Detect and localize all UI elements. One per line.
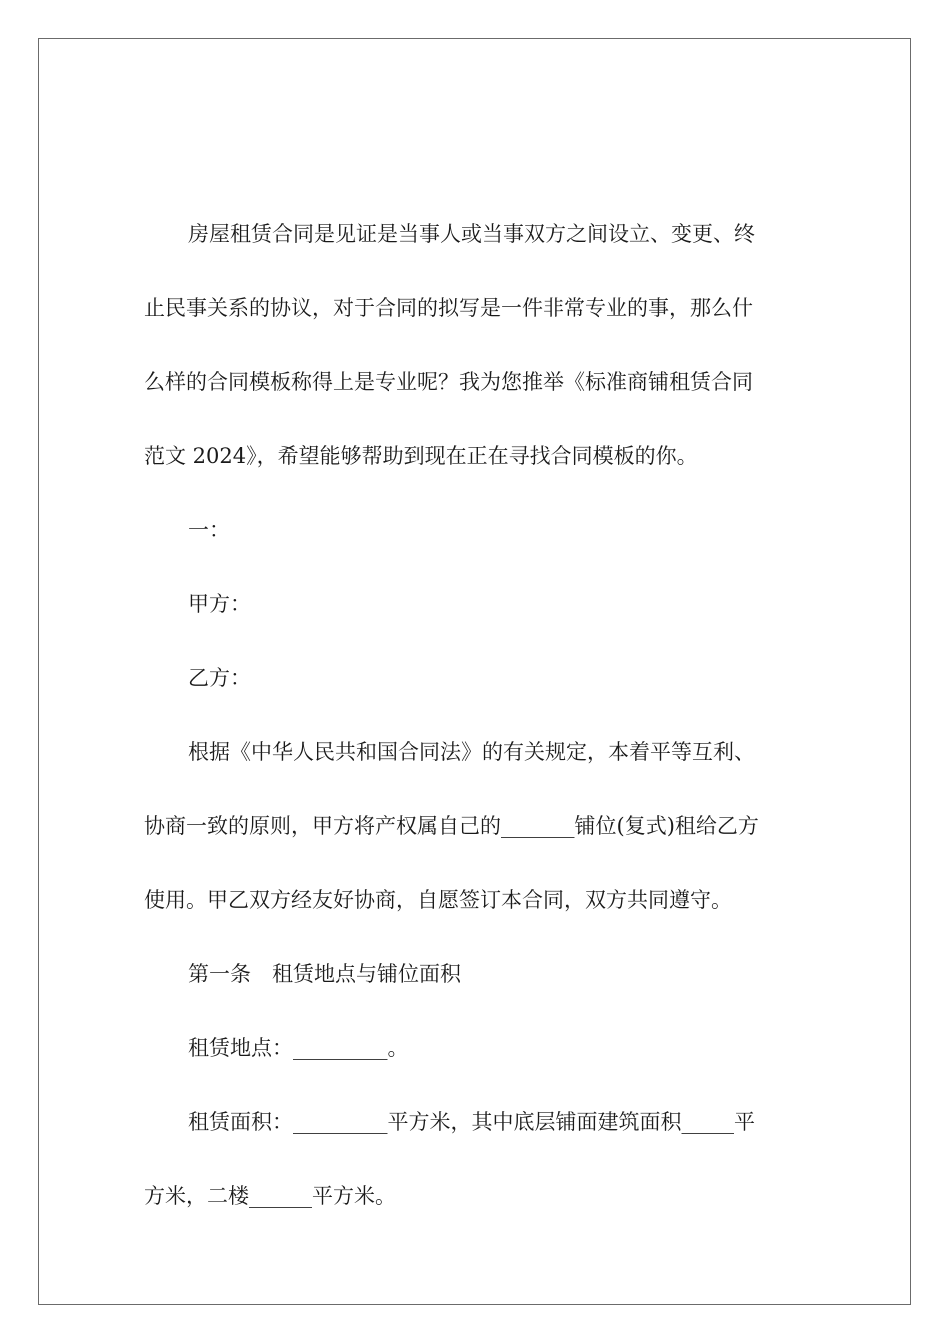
lease-location: 租赁地点：_________。 <box>188 1036 409 1060</box>
lease-area-line-1: 租赁面积：_________平方米，其中底层铺面建筑面积_____平 <box>188 1110 755 1134</box>
section-number: 一： <box>188 518 230 542</box>
basis-line-2: 协商一致的原则，甲方将产权属自己的_______铺位(复式)租给乙方 <box>144 814 759 838</box>
basis-line-3: 使用。甲乙双方经友好协商，自愿签订本合同，双方共同遵守。 <box>144 888 732 912</box>
intro-line-4: 范文 2024》，希望能够帮助到现在正在寻找合同模板的你。 <box>144 444 698 468</box>
lease-area-line-2: 方米，二楼______平方米。 <box>144 1184 396 1208</box>
party-a-label: 甲方： <box>188 592 251 616</box>
intro-line-1: 房屋租赁合同是见证是当事人或当事双方之间设立、变更、终 <box>188 222 755 246</box>
document-body <box>144 197 806 1233</box>
party-b-label: 乙方： <box>188 666 251 690</box>
intro-line-3: 么样的合同模板称得上是专业呢？我为您推举《标准商铺租赁合同 <box>144 370 753 394</box>
article-1-title: 第一条 租赁地点与铺位面积 <box>188 962 461 986</box>
basis-line-1: 根据《中华人民共和国合同法》的有关规定，本着平等互利、 <box>188 740 755 764</box>
intro-line-2: 止民事关系的协议，对于合同的拟写是一件非常专业的事，那么什 <box>144 296 753 320</box>
